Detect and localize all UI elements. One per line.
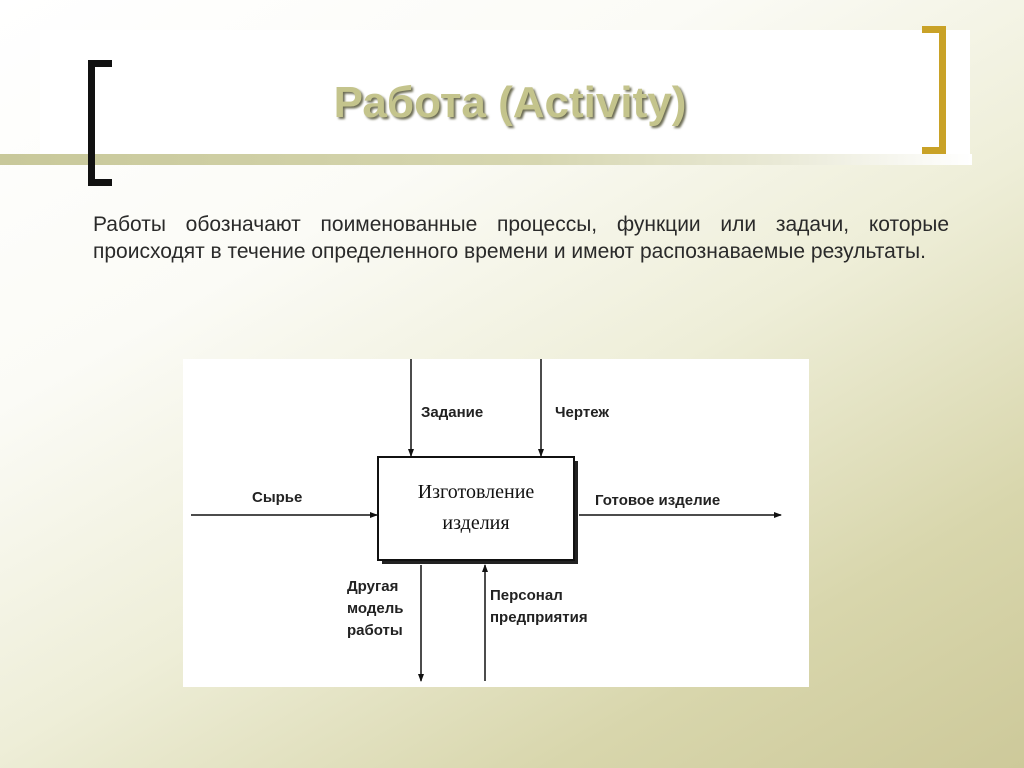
right-bracket-decoration xyxy=(922,26,946,154)
input-label: Сырье xyxy=(252,489,303,506)
activity-label-line1: Изготовление xyxy=(417,481,535,503)
slide-body-text: Работы обозначают поименованные процессы, функции или задачи, которые происходят в течение определенного времени и имеют распознаваемые результаты. xyxy=(93,213,949,263)
left-bracket-decoration xyxy=(88,60,112,186)
control-label-left: Задание xyxy=(421,404,484,421)
idef0-diagram xyxy=(183,359,809,687)
mechanism-label-right-line1: Персонал xyxy=(490,587,563,604)
mechanism-label-left-line1: Другая xyxy=(347,578,399,595)
diagram-svg xyxy=(183,359,809,687)
slide-title: Работа (Activity) xyxy=(333,78,687,127)
mechanism-label-left-line2: модель xyxy=(347,600,404,617)
mechanism-label-left-line3: работы xyxy=(347,622,403,639)
control-label-right: Чертеж xyxy=(555,404,609,421)
mechanism-label-right-line2: предприятия xyxy=(490,609,588,626)
title-rule xyxy=(0,154,972,165)
activity-box xyxy=(378,457,574,560)
activity-label-line2: изделия xyxy=(442,512,510,534)
output-label: Готовое изделие xyxy=(595,492,721,509)
